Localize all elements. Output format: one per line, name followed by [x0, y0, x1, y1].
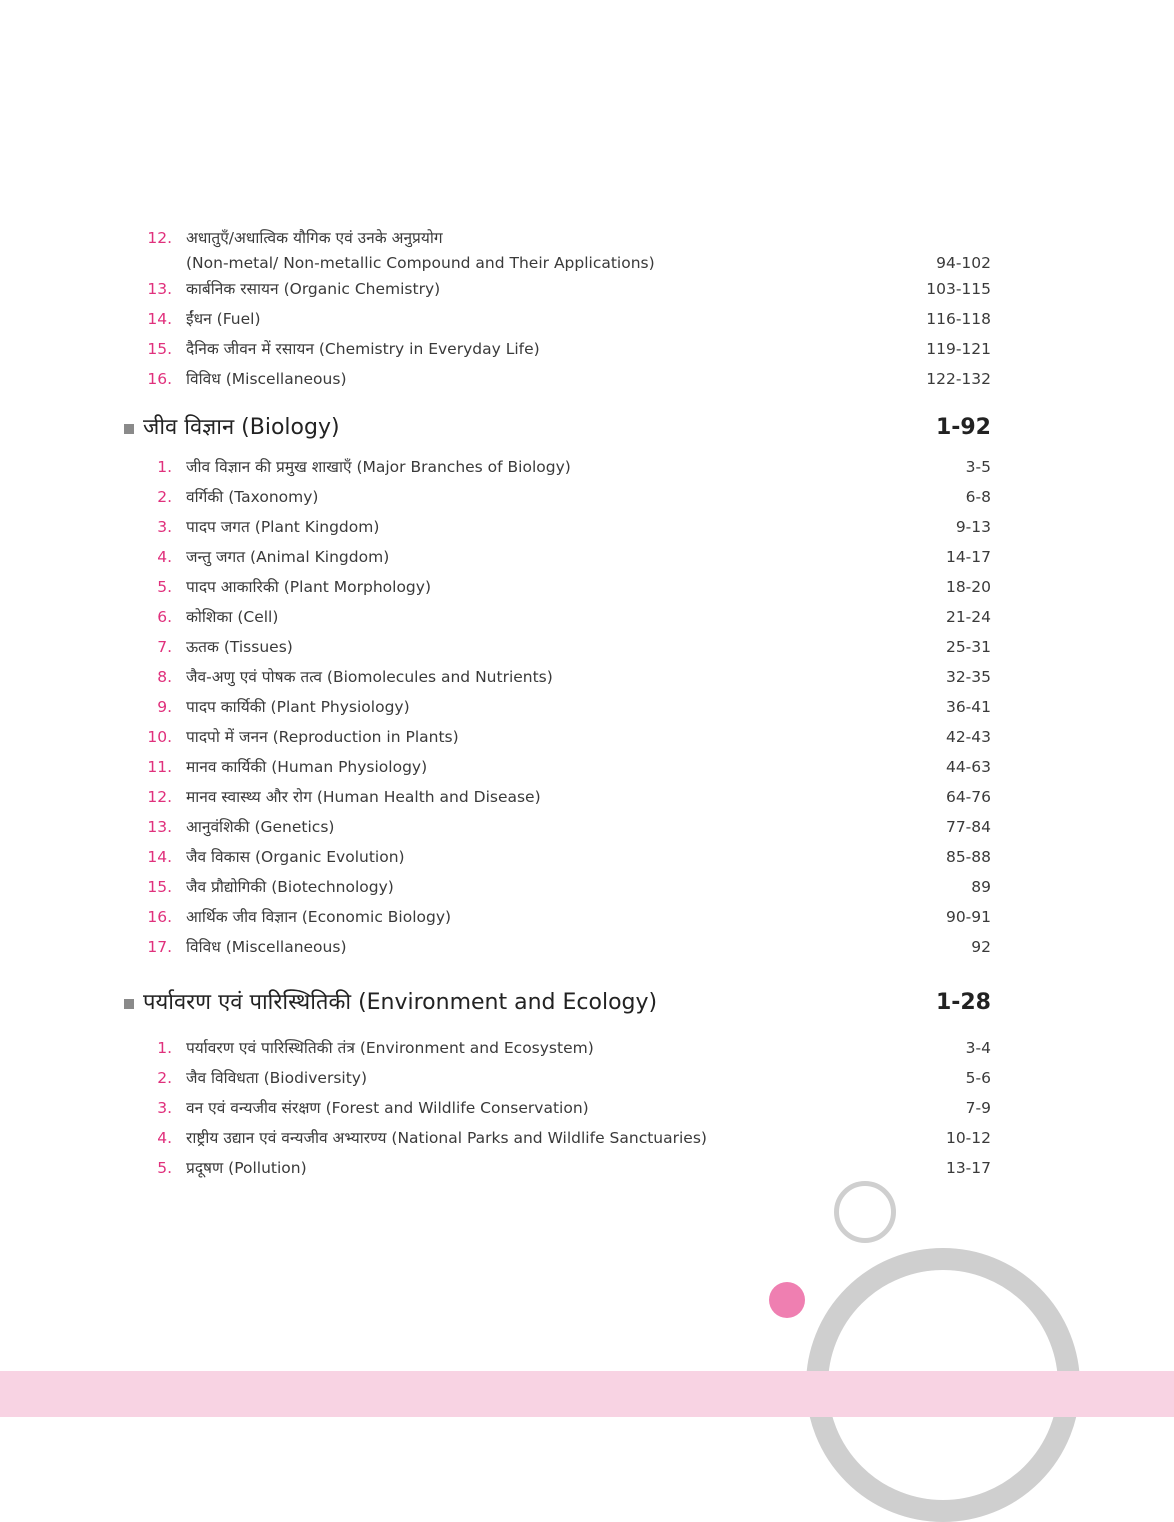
entry-pages: 64-76	[945, 788, 991, 806]
entry-number: 2.	[157, 1069, 172, 1087]
section-page-range: 1-92	[935, 415, 991, 440]
entry-pages: 103-115	[926, 280, 991, 298]
entry-title: पादप जगत (Plant Kingdom)	[186, 518, 380, 536]
entry-pages: 14-17	[945, 548, 991, 566]
entry-pages: 116-118	[926, 310, 991, 328]
entry-title: कार्बनिक रसायन (Organic Chemistry)	[186, 280, 441, 298]
entry-pages: 85-88	[945, 848, 991, 866]
entry-pages: 90-91	[945, 908, 991, 926]
toc-entry[interactable]	[0, 633, 1174, 661]
entry-pages: 9-13	[955, 518, 991, 536]
entry-pages: 89	[971, 878, 991, 896]
toc-entry[interactable]	[0, 365, 1174, 393]
toc-entry[interactable]	[0, 543, 1174, 571]
entry-title: पादप कार्यिकी (Plant Physiology)	[186, 698, 410, 716]
toc-entry[interactable]	[0, 1034, 1174, 1062]
entry-number: 13.	[147, 280, 172, 298]
toc-entry[interactable]	[0, 513, 1174, 541]
toc-entry[interactable]	[0, 1064, 1174, 1092]
entry-title: पर्यावरण एवं पारिस्थितिकी तंत्र (Environment and Ecosystem)	[186, 1039, 594, 1057]
entry-pages: 7-9	[965, 1099, 991, 1117]
entry-number: 17.	[147, 938, 172, 956]
entry-number: 16.	[147, 370, 172, 388]
toc-entry[interactable]	[0, 224, 1174, 280]
entry-title: वन एवं वन्यजीव संरक्षण (Forest and Wildlife Conservation)	[186, 1099, 589, 1117]
entry-title: जैव विविधता (Biodiversity)	[186, 1069, 367, 1087]
entry-title: राष्ट्रीय उद्यान एवं वन्यजीव अभ्यारण्य (National Parks and Wildlife Sanctuaries)	[186, 1129, 707, 1147]
entry-number: 14.	[147, 848, 172, 866]
entry-title: ऊतक (Tissues)	[186, 638, 293, 656]
small-ring-decoration	[834, 1181, 896, 1243]
entry-pages: 42-43	[945, 728, 991, 746]
entry-pages: 3-4	[965, 1039, 991, 1057]
entry-title: जीव विज्ञान की प्रमुख शाखाएँ (Major Branches of Biology)	[186, 458, 571, 476]
entry-title: आर्थिक जीव विज्ञान (Economic Biology)	[186, 908, 452, 926]
entry-title-continued: (Non-metal/ Non-metallic Compound and Their Applications)	[186, 254, 655, 272]
toc-entry[interactable]	[0, 305, 1174, 333]
entry-title: ईंधन (Fuel)	[186, 310, 261, 328]
section-title: जीव विज्ञान (Biology)	[143, 415, 340, 440]
square-bullet-icon	[124, 999, 134, 1009]
entry-pages: 119-121	[926, 340, 991, 358]
toc-entry[interactable]	[0, 903, 1174, 931]
footer-band	[0, 1371, 1174, 1417]
entry-number: 5.	[157, 1159, 172, 1177]
entry-title: दैनिक जीवन में रसायन (Chemistry in Everyday Life)	[186, 340, 540, 358]
toc-entry[interactable]	[0, 335, 1174, 363]
entry-number: 12.	[147, 788, 172, 806]
entry-pages: 44-63	[945, 758, 991, 776]
toc-entry[interactable]	[0, 1094, 1174, 1122]
toc-entry[interactable]	[0, 813, 1174, 841]
toc-entry[interactable]	[0, 573, 1174, 601]
entry-pages: 21-24	[945, 608, 991, 626]
toc-entry[interactable]	[0, 933, 1174, 961]
entry-number: 4.	[157, 1129, 172, 1147]
section-heading-environment[interactable]	[0, 983, 1174, 1023]
toc-entry[interactable]	[0, 783, 1174, 811]
toc-entry[interactable]	[0, 723, 1174, 751]
square-bullet-icon	[124, 424, 134, 434]
entry-number: 1.	[157, 458, 172, 476]
toc-entry[interactable]	[0, 843, 1174, 871]
entry-title: कोशिका (Cell)	[186, 608, 279, 626]
entry-title: जैव-अणु एवं पोषक तत्व (Biomolecules and Nutrients)	[186, 668, 553, 686]
entry-number: 2.	[157, 488, 172, 506]
entry-number: 11.	[147, 758, 172, 776]
entry-pages: 10-12	[945, 1129, 991, 1147]
entry-title: अधातुएँ/अधात्विक यौगिक एवं उनके अनुप्रयोग	[186, 229, 443, 247]
entry-title: मानव स्वास्थ्य और रोग (Human Health and Disease)	[186, 788, 541, 806]
entry-number: 4.	[157, 548, 172, 566]
toc-entry[interactable]	[0, 873, 1174, 901]
toc-entry[interactable]	[0, 483, 1174, 511]
entry-title: प्रदूषण (Pollution)	[186, 1159, 307, 1177]
entry-pages: 36-41	[945, 698, 991, 716]
toc-entry[interactable]	[0, 603, 1174, 631]
entry-number: 8.	[157, 668, 172, 686]
entry-number: 10.	[147, 728, 172, 746]
section-title: पर्यावरण एवं पारिस्थितिकी (Environment and Ecology)	[143, 990, 658, 1015]
entry-title: जन्तु जगत (Animal Kingdom)	[186, 548, 390, 566]
section-page-range: 1-28	[935, 990, 991, 1015]
entry-pages: 6-8	[965, 488, 991, 506]
toc-entry[interactable]	[0, 453, 1174, 481]
entry-pages: 32-35	[945, 668, 991, 686]
toc-entry[interactable]	[0, 1154, 1174, 1182]
entry-pages: 13-17	[945, 1159, 991, 1177]
entry-pages: 5-6	[965, 1069, 991, 1087]
entry-number: 16.	[147, 908, 172, 926]
entry-number: 15.	[147, 340, 172, 358]
entry-title: विविध (Miscellaneous)	[186, 938, 347, 956]
entry-title: जैव विकास (Organic Evolution)	[186, 848, 405, 866]
entry-title: आनुवंशिकी (Genetics)	[186, 818, 335, 836]
entry-pages: 77-84	[945, 818, 991, 836]
entry-number: 13.	[147, 818, 172, 836]
pink-dot-decoration	[769, 1282, 805, 1318]
section-heading-biology[interactable]	[0, 408, 1174, 448]
entry-pages: 94-102	[936, 254, 991, 272]
entry-number: 5.	[157, 578, 172, 596]
entry-pages: 18-20	[945, 578, 991, 596]
entry-title: जैव प्रौद्योगिकी (Biotechnology)	[186, 878, 394, 896]
entry-pages: 3-5	[965, 458, 991, 476]
toc-entry[interactable]	[0, 275, 1174, 303]
toc-entry[interactable]	[0, 1124, 1174, 1152]
entry-title: पादपो में जनन (Reproduction in Plants)	[186, 728, 459, 746]
entry-number: 6.	[157, 608, 172, 626]
entry-number: 1.	[157, 1039, 172, 1057]
entry-number: 7.	[157, 638, 172, 656]
entry-pages: 122-132	[926, 370, 991, 388]
entry-title: पादप आकारिकी (Plant Morphology)	[186, 578, 431, 596]
entry-pages: 92	[971, 938, 991, 956]
toc-entry[interactable]	[0, 693, 1174, 721]
entry-title: मानव कार्यिकी (Human Physiology)	[186, 758, 428, 776]
entry-number: 3.	[157, 518, 172, 536]
entry-number: 15.	[147, 878, 172, 896]
toc-entry[interactable]	[0, 663, 1174, 691]
toc-entry[interactable]	[0, 753, 1174, 781]
entry-title: वर्गिकी (Taxonomy)	[186, 488, 319, 506]
entry-number: 14.	[147, 310, 172, 328]
entry-pages: 25-31	[945, 638, 991, 656]
entry-title: विविध (Miscellaneous)	[186, 370, 347, 388]
entry-number: 12.	[147, 229, 172, 247]
entry-number: 9.	[157, 698, 172, 716]
entry-number: 3.	[157, 1099, 172, 1117]
